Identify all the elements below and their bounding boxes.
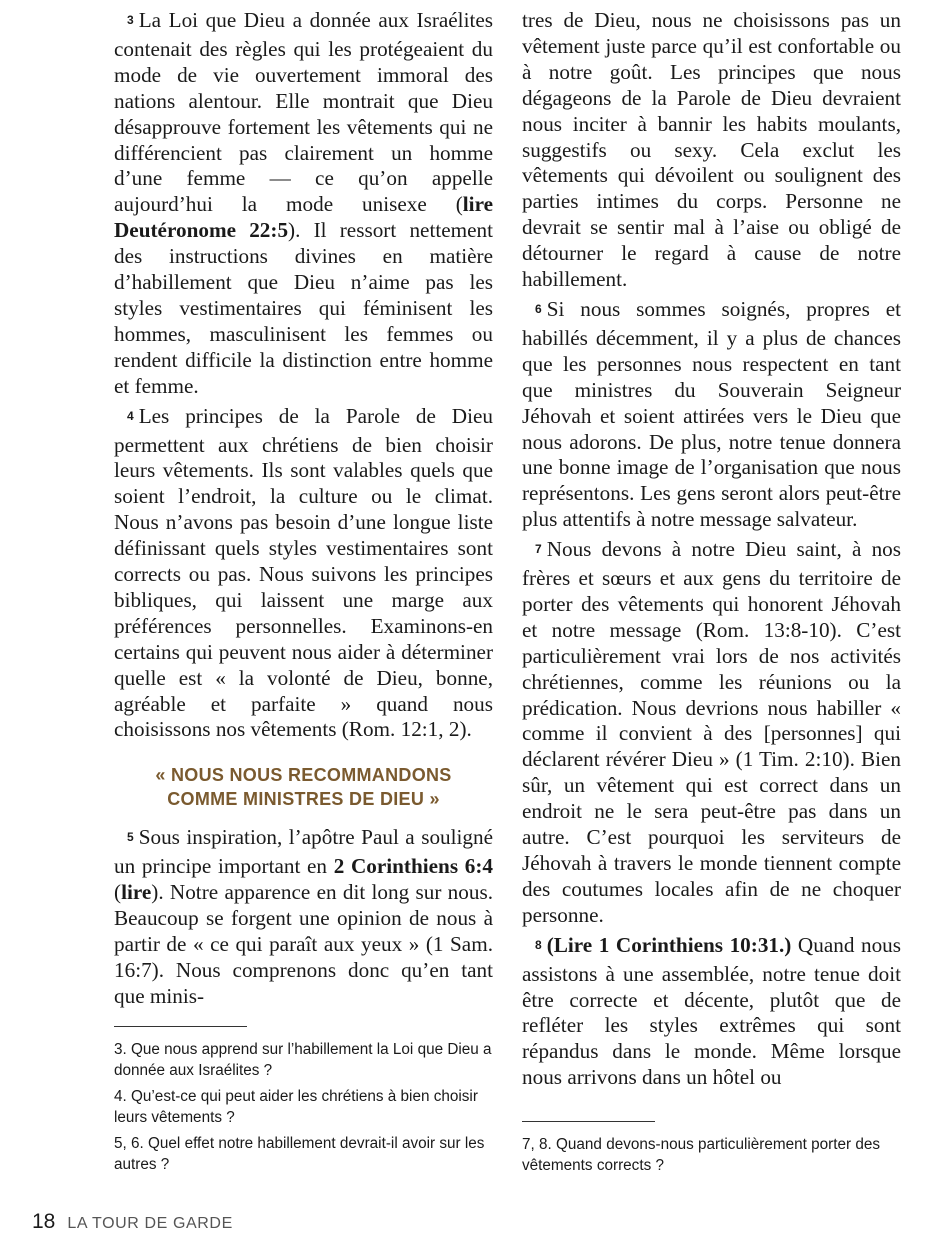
paragraph-text: Quand nous assistons à une assemblée, notre tenue doit être correcte et décente, plutôt que de refléter les styles extrêmes qui sont répandus dans le monde. Même lorsque nous arrivons dans un hôtel ou: [522, 932, 902, 1090]
footnote-divider: [114, 1026, 247, 1027]
paragraph-5-continued: tres de Dieu, nous ne choisissons pas un vêtement juste parce qu’il est confortable ou à notre goût. Les principes que nous dégageons de la Parole de Dieu devraient nous inciter à bannir les habits moulants, suggestifs ou sexy. Cela exclut les vêtements qui dévoilent ou soulignent des parties intimes du corps. Personne ne devrait se sentir mal à l’aise ou obligé de détourner le regard à cause de notre habillement.: [522, 8, 901, 292]
lire-instruction: lire: [121, 880, 152, 905]
page-footer: [32, 1210, 233, 1234]
paragraph-5: [114, 825, 493, 1009]
paragraph-4: [114, 404, 493, 744]
right-column: [522, 8, 901, 1091]
study-questions-right: [522, 1121, 903, 1182]
paragraph-7: [522, 537, 901, 929]
study-question: 4. Qu’est-ce qui peut aider les chrétiens à bien choisir leurs vêtements ?: [114, 1088, 478, 1126]
paragraph-text: Si nous sommes soignés, propres et habillés décemment, il y a plus de chances que les personnes nous respectent en tant que ministres du Souverain Seigneur Jéhovah et soient attirées vers le Dieu que nous adorons. De plus, notre tenue donnera une bonne image de l’organisation que nous représentons. Les gens seront alors peut-être plus attentifs à notre message salvateur.: [522, 296, 901, 532]
subheading-line: COMME MINISTRES DE DIEU »: [167, 789, 440, 810]
paragraph-text: Nous devons à notre Dieu saint, à nos frères et sœurs et aux gens du territoire de porter des vêtements qui honorent Jéhovah et notre message (Rom. 13:8-10). C’est particulièrement vrai lors de nos activités chrétiennes, comme les réunions ou la prédication. Nous devrions nous habiller « comme il convient à des [personnes] qui déclarent révérer Dieu » (1 Tim. 2:10). Bien sûr, un vêtement qui est correct dans un endroit ne le sera peut-être pas dans un autre. C’est pourquoi les serviteurs de Jéhovah à travers le monde tiennent compte des coutumes locales afin de ne choquer personne.: [522, 537, 901, 927]
scripture-reference: 2 Corinthiens 6:4: [333, 854, 494, 879]
paragraph-number: 4: [127, 408, 134, 423]
paragraph-number: 7: [535, 542, 542, 557]
paragraph-number: 5: [127, 830, 134, 845]
paragraph-number: 6: [535, 301, 542, 316]
section-subheading: [114, 763, 493, 811]
paragraph-number: 3: [127, 13, 134, 27]
study-questions-left: [114, 1026, 495, 1181]
paragraph-number: 8: [535, 937, 542, 952]
subheading-line: « NOUS NOUS RECOMMANDONS: [155, 765, 452, 786]
scripture-reference: (Lire 1 Corinthiens 10:31.): [546, 932, 792, 957]
paragraph-6: [522, 297, 901, 533]
study-question: 3. Que nous apprend sur l’habillement la Loi que Dieu a donnée aux Israélites ?: [114, 1041, 492, 1079]
study-question: 5, 6. Quel effet notre habillement devrait-il avoir sur les autres ?: [114, 1135, 485, 1173]
magazine-title: LA TOUR DE GARDE: [67, 1215, 233, 1232]
left-column: [114, 8, 493, 1010]
paragraph-text: ). Il ressort nettement des instructions divines en matière d’habillement que Dieu n’aime pas les styles vestimentaires qui féminisent les hommes, masculinisent les femmes ou rendent difficile la distinction entre homme et femme.: [114, 218, 493, 398]
paragraph-3: [114, 8, 493, 400]
footnote-divider: [522, 1121, 655, 1122]
paragraph-text: Les principes de la Parole de Dieu permettent aux chrétiens de bien choisir leurs vêtements. Ils sont valables quels que soient l’endroit, la culture ou le climat. Nous n’avons pas besoin d’une longue liste définissant quels styles vestimentaires sont corrects ou pas. Nous suivons les principes bibliques, qui laissent une marge aux préférences personnelles. Examinons-en certains qui peuvent nous aider à déterminer quelle est « la volonté de Dieu, bonne, agréable et parfaite » quand nous choisissons nos vêtements (Rom. 12:1, 2).: [114, 403, 493, 742]
paragraph-text: ). Notre apparence en dit long sur nous. Beaucoup se forgent une opinion de nous à partir de « ce qui paraît aux yeux » (1 Sam. 16:7). Nous comprenons donc qu’en tant que minis-: [114, 880, 493, 1008]
paragraph-text: (: [114, 880, 122, 905]
paragraph-text: Sous inspiration, l’apôtre Paul a souligné un principe important en: [114, 825, 493, 879]
study-question: 7, 8. Quand devons-nous particulièrement porter des vêtements corrects ?: [522, 1136, 880, 1174]
paragraph-8: [522, 933, 901, 1091]
page-number: 18: [32, 1210, 56, 1233]
paragraph-text: La Loi que Dieu a donnée aux Israélites contenait des règles qui les protégeaient du mode de vie ouvertement immoral des nations alentour. Elle montrait que Dieu désapprouve fortement les vêtements qui ne différencient pas clairement un homme d’une femme — ce qu’on appelle aujourd’hui la mode unisexe (: [114, 8, 493, 217]
scripture-reference: lire Deutéronome 22:5: [114, 192, 493, 243]
